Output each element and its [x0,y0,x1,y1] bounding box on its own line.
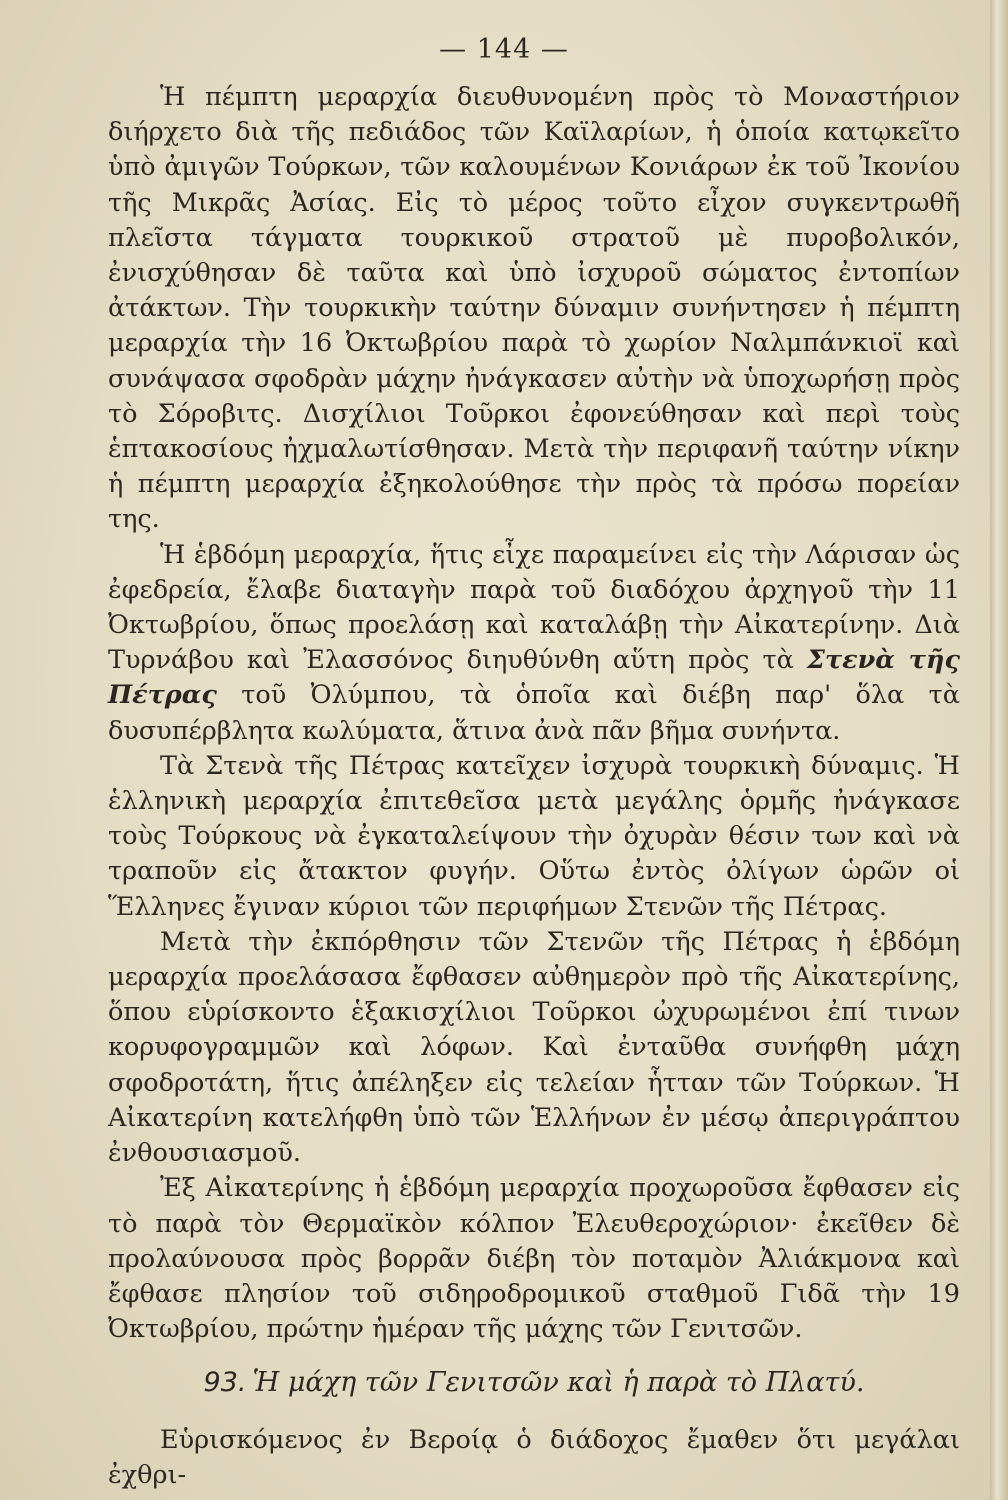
section-title: Ἡ μάχη τῶν Γενιτσῶν καὶ ἡ παρὰ τὸ Πλατύ. [252,1367,865,1399]
body-text [108,80,960,1493]
paragraph-fifth-division: Ἡ πέμπτη μεραρχία διευθυνομένη πρὸς τὸ Μοναστήριον διήρχετο διὰ τῆς πεδιάδος τῶν Καϊλαρίων, ἡ ὁποία κατῳκεῖτο ὑπὸ ἀμιγῶν Τούρκων, τῶν καλουμένων Κονιάρων ἐκ τοῦ Ἰκονίου τῆς Μικρᾶς Ἀσίας. Εἰς τὸ μέρος τοῦτο εἶχον συγκεντρωθῆ πλεῖστα τάγματα τουρκικοῦ στρατοῦ μὲ πυροβολικόν, ἐνισχύθησαν δὲ ταῦτα καὶ ὑπὸ ἰσχυροῦ σώματος ἐντοπίων ἀτάκτων. Τὴν τουρκικὴν ταύτην δύναμιν συνήντησεν ἡ πέμπτη μεραρχία τὴν 16 Ὀκτωβρίου παρὰ τὸ χωρίον Ναλμπάνκιοϊ καὶ συνάψασα σφοδρὰν μάχην ἠνάγκασεν αὐτὴν νὰ ὑποχωρήσῃ πρὸς τὸ Σόροβιτς. Δισχίλιοι Τοῦρκοι ἐφονεύθησαν καὶ περὶ τοὺς ἑπτακοσίους ἠχμαλωτίσθησαν. Μετὰ τὴν περιφανῆ ταύτην νίκην ἡ πέμπτη μεραρχία ἐξηκολούθησε τὴν πρὸς τὰ πρόσω πορείαν της. [108,82,960,535]
page-edge [990,0,1008,1500]
section-heading [108,1365,960,1400]
paragraph-seventh-division [108,538,960,749]
emphasized-place-name: Στενὰ τῆς Πέτρας [108,645,961,711]
paragraph-advance: Ἐξ Αἰκατερίνης ἡ ἑβδόμη μεραρχία προχωροῦσα ἔφθασεν εἰς τὸ παρὰ τὸν Θερμαϊκὸν κόλπον Ἐλευθεροχώριον· ἐκεῖθεν δὲ προλαύνουσα πρὸς βορρᾶν διέβη τὸν ποταμὸν Ἀλιάκμονα καὶ ἔφθασε πλησίον τοῦ σιδηροδρομικοῦ σταθμοῦ Γιδᾶ τὴν 19 Ὀκτωβρίου, πρώτην ἡμέραν τῆς μάχης τῶν Γενιτσῶν. [108,1173,960,1345]
paragraph-petra-pass: Τὰ Στενὰ τῆς Πέτρας κατεῖχεν ἰσχυρὰ τουρκικὴ δύναμις. Ἡ ἑλληνικὴ μεραρχία ἐπιτεθεῖσα μετὰ μεγάλης ὁρμῆς ἠνάγκασε τοὺς Τούρκους νὰ ἐγκαταλείψουν τὴν ὀχυρὰν θέσιν των καὶ νὰ τραποῦν εἰς ἄτακτον φυγήν. Οὕτω ἐντὸς ὀλίγων ὡρῶν οἱ Ἕλληνες ἔγιναν κύριοι τῶν περιφήμων Στενῶν τῆς Πέτρας. [108,750,960,922]
paragraph-text: Ἡ ἑβδόμη μεραρχία, ἥτις εἶχε παραμείνει εἰς τὴν Λάρισαν ὡς ἐφεδρεία, ἔλαβε διαταγὴν παρὰ τοῦ διαδόχου ἀρχηγοῦ τὴν 11 Ὀκτωβρίου, ὅπως προελάσῃ καὶ καταλάβῃ τὴν Αἰκατερίνην. Διὰ Τυρνάβου καὶ Ἐλασσόνος διηυθύνθη αὕτη πρὸς τὰ [108,539,960,676]
paragraph-text: τοῦ Ὀλύμπου, τὰ ὁποῖα καὶ διέβη παρ' ὅλα τὰ δυσυπέρβλητα κωλύματα, ἅτινα ἀνὰ πᾶν βῆμα συνήντα. [108,680,960,746]
paragraph-katerini: Μετὰ τὴν ἐκπόρθησιν τῶν Στενῶν τῆς Πέτρας ἡ ἑβδόμη μεραρχία προελάσασα ἔφθασεν αὐθημερὸν πρὸ τῆς Αἰκατερίνης, ὅπου εὑρίσκοντο ἑξακισχίλιοι Τοῦρκοι ὠχυρωμένοι ἐπί τινων κορυφογραμμῶν καὶ λόφων. Καὶ ἐνταῦθα συνήφθη μάχη σφοδροτάτη, ἥτις ἀπέληξεν εἰς τελείαν ἧτταν τῶν Τούρκων. Ἡ Αἰκατερίνη κατελήφθη ὑπὸ τῶν Ἑλλήνων ἐν μέσῳ ἀπεριγράπτου ἐνθουσιασμοῦ. [108,926,960,1169]
section-number: 93. [203,1367,247,1399]
paragraph-veria: Εὑρισκόμενος ἐν Βεροίᾳ ὁ διάδοχος ἔμαθεν ὅτι μεγάλαι ἐχθρι- [108,1424,960,1490]
page-number: — 144 — [439,34,569,65]
